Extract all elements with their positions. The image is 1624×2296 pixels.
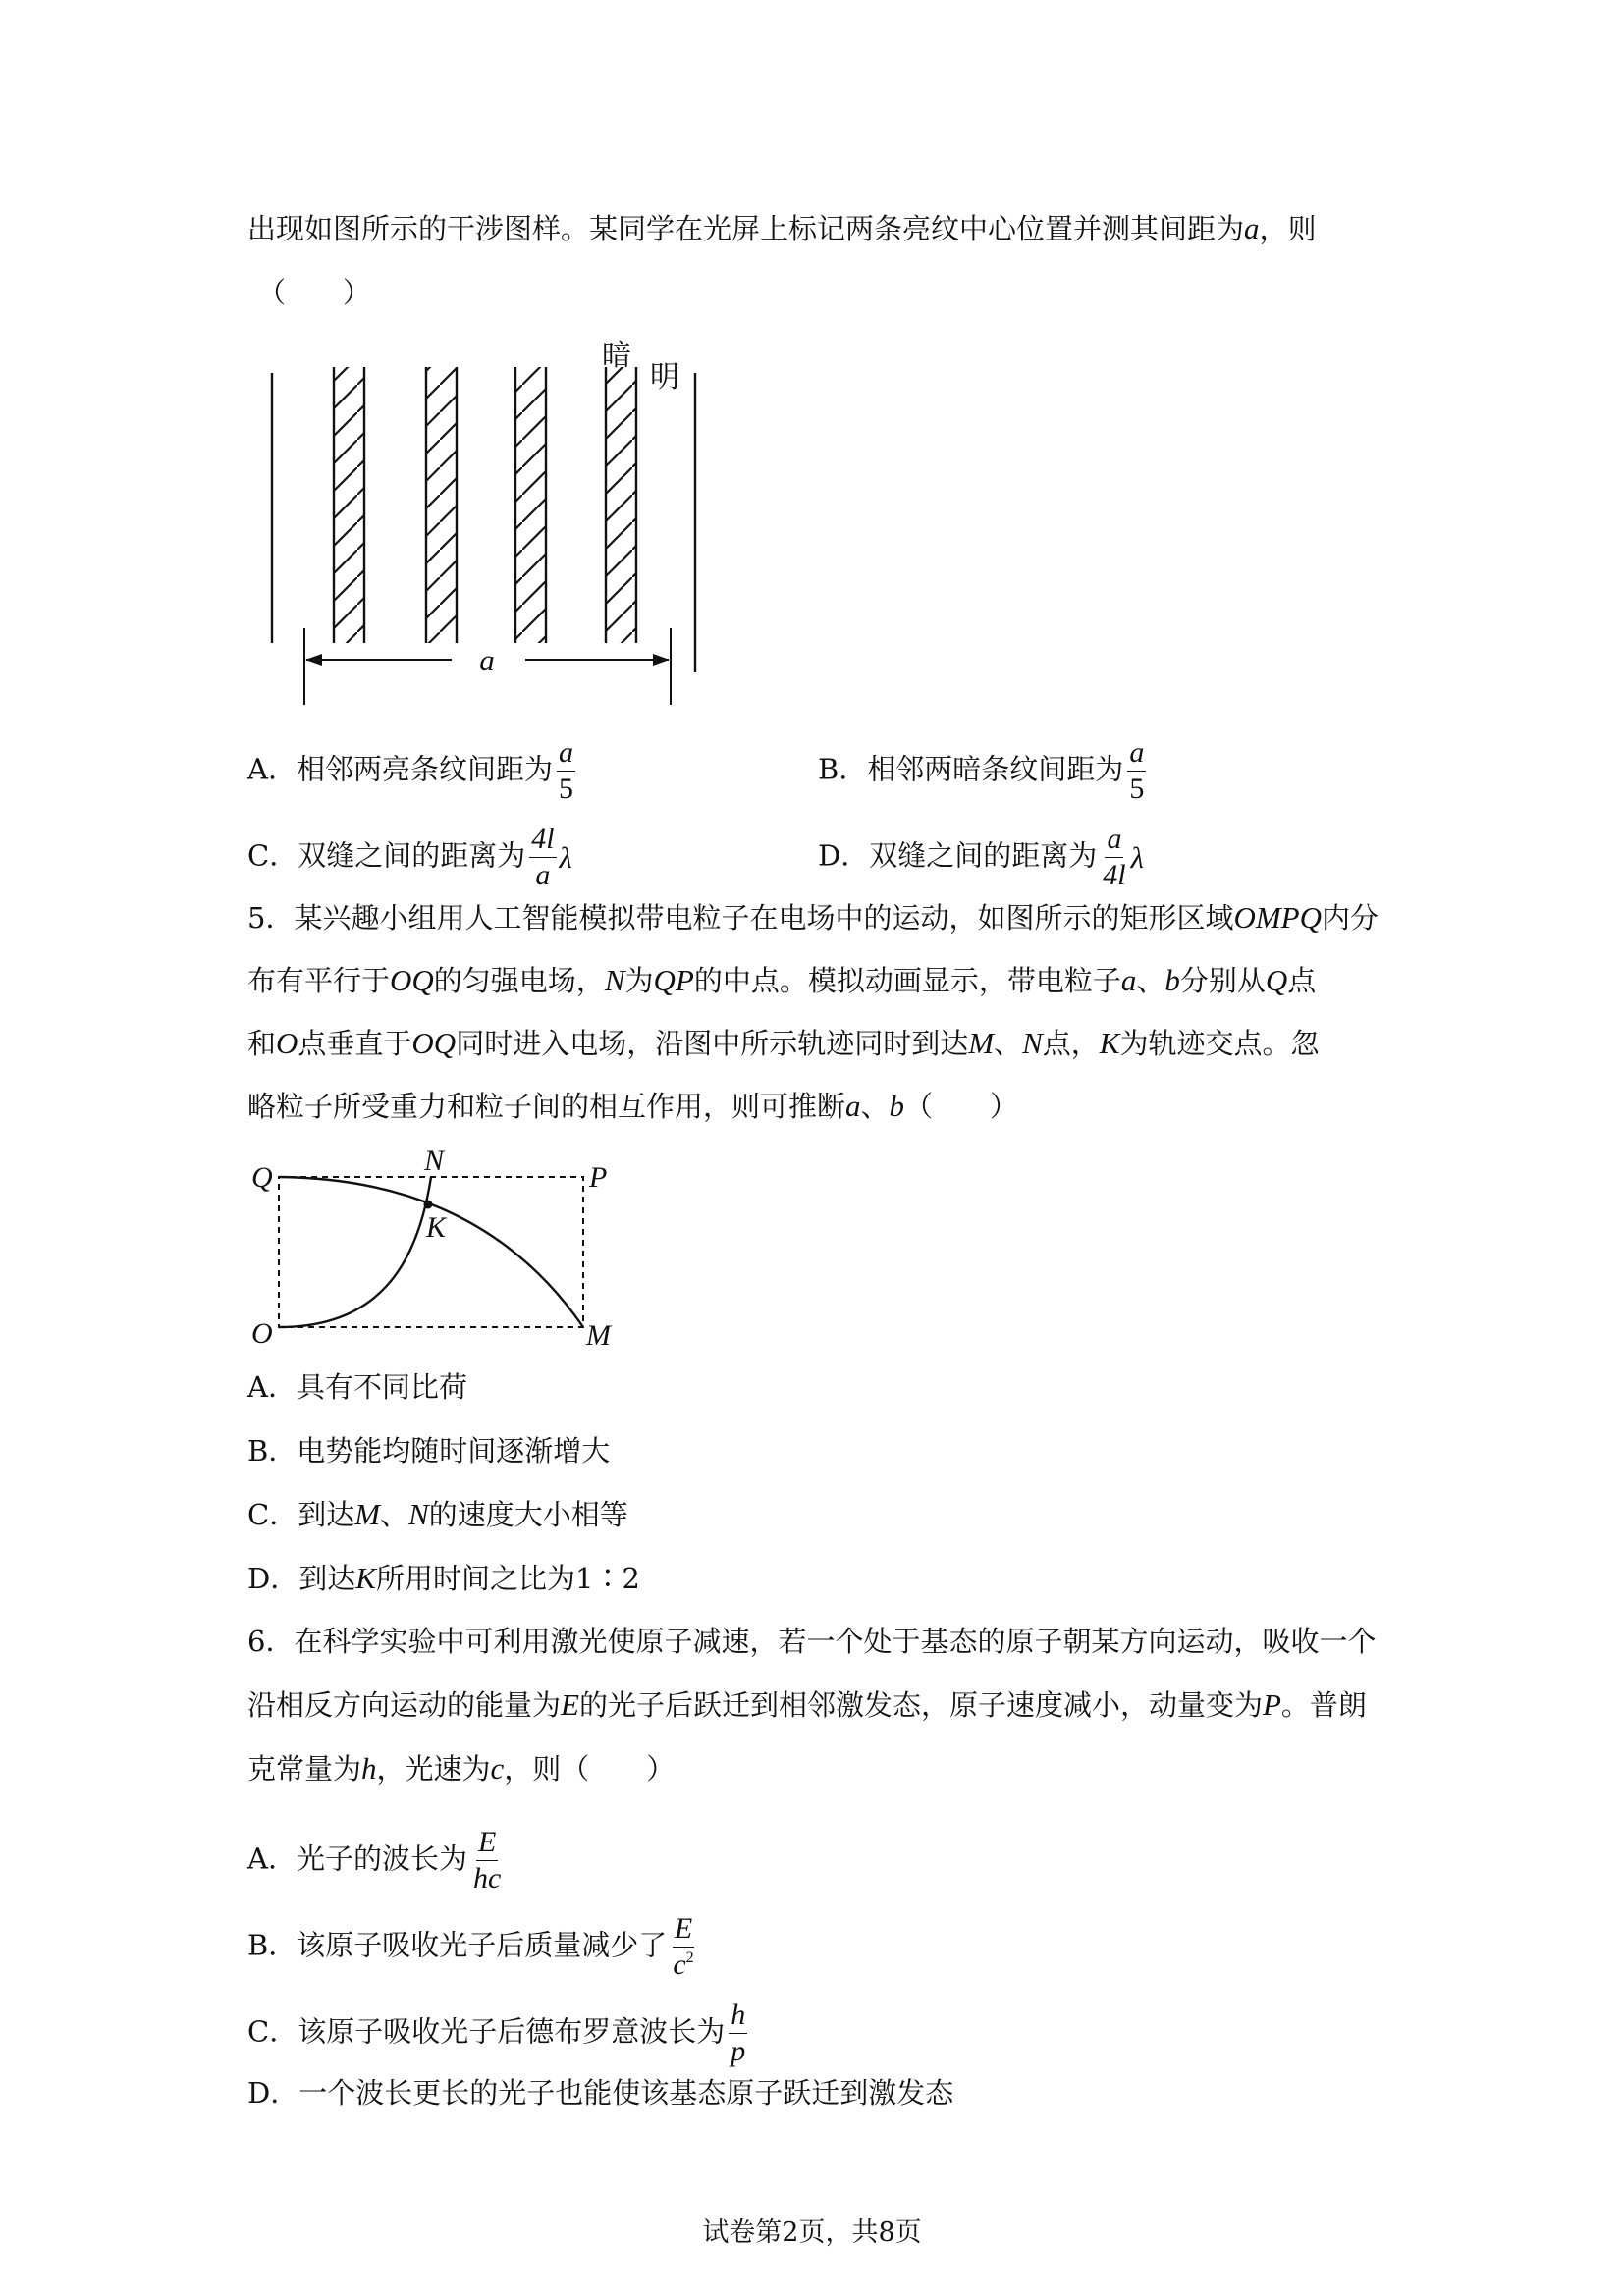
q6-option-a: A．光子的波长为 $\frac{E}{hc}$ [247, 1826, 502, 1895]
q6-stem-line-2: 沿相反方向运动的能量为E的光子后跃迁到相邻激发态，原子速度减小，动量变为P。普朗 [247, 1687, 1367, 1722]
q5-stem-line-2: 布有平行于OQ的匀强电场，N为QP的中点。模拟动画显示，带电粒子a、b分别从Q点 [247, 963, 1317, 997]
dark-fringe-1 [334, 367, 364, 643]
q5-option-b: B．电势能均随时间逐渐增大 [247, 1434, 611, 1468]
q4-answer-blank: （ ） [257, 276, 372, 309]
q4-option-c: C．双缝之间的距离为 $\frac{4l}{a}$ λ [247, 823, 572, 891]
fraction-e-hc: $\frac{E}{hc}$ [472, 1826, 502, 1895]
trajectory-o-to-n [279, 1177, 431, 1327]
q5-option-a: A．具有不同比荷 [247, 1370, 467, 1404]
label-o: O [251, 1317, 273, 1350]
fraction-e-c2: $\frac{E}{c^2}$ [673, 1912, 694, 1981]
q6-option-b: B．该原子吸收光子后质量减少了 $\frac{E}{c^2}$ [247, 1912, 694, 1981]
q6-stem-line-3: 克常量为h，光速为c，则（ ） [247, 1751, 676, 1786]
trajectory-q-to-m [279, 1177, 583, 1327]
label-n: N [424, 1145, 445, 1177]
label-k: K [426, 1211, 447, 1244]
q4-option-d: D．双缝之间的距离为 $\frac{a}{4l}$ λ [818, 823, 1145, 891]
label-q: Q [251, 1161, 273, 1194]
region-rectangle [279, 1177, 583, 1327]
fraction-a-5: $\frac{a}{5}$ [1129, 736, 1145, 805]
electric-field-trajectory-figure [245, 1139, 628, 1355]
q4-stem-line: 出现如图所示的干涉图样。某同学在光屏上标记两条亮纹中心位置并测其间距为a，则 [247, 211, 1317, 245]
label-a: a [479, 643, 495, 677]
interference-pattern-figure [250, 324, 712, 717]
fraction-a-5: $\frac{a}{5}$ [558, 736, 573, 805]
q4-option-b: B．相邻两暗条纹间距为 $\frac{a}{5}$ [818, 736, 1145, 805]
q5-option-d: D．到达K所用时间之比为1∶2 [247, 1561, 640, 1595]
q5-stem-line-1: 5．某兴趣小组用人工智能模拟带电粒子在电场中的运动，如图所示的矩形区域OMPQ内分 [247, 900, 1380, 934]
label-p: P [589, 1161, 608, 1194]
dark-fringe-4 [606, 367, 636, 643]
q6-option-c: C．该原子吸收光子后德布罗意波长为 $\frac{h}{p}$ [247, 1999, 746, 2067]
page-footer: 试卷第2页，共8页 [702, 2217, 922, 2248]
dark-fringe-2 [426, 367, 457, 643]
label-dark: 暗 [602, 339, 631, 373]
q5-stem-line-4: 略粒子所受重力和粒子间的相互作用，则可推断a、b（ ） [247, 1089, 1019, 1123]
var-a: a [1244, 211, 1260, 245]
label-m: M [586, 1319, 611, 1352]
point-k [424, 1201, 433, 1209]
fraction-a-4l: $\frac{a}{4l}$ [1103, 823, 1126, 891]
q5-stem-line-3: 和O点垂直于OQ同时进入电场，沿图中所示轨迹同时到达M、N点，K为轨迹交点。忽 [247, 1026, 1320, 1060]
dark-fringe-3 [515, 367, 546, 643]
fraction-4l-a: $\frac{4l}{a}$ [531, 823, 555, 891]
q6-stem-line-1: 6．在科学实验中可利用激光使原子减速，若一个处于基态的原子朝某方向运动，吸收一个 [247, 1625, 1377, 1658]
fraction-h-p: $\frac{h}{p}$ [731, 1999, 746, 2067]
label-bright: 明 [650, 360, 679, 395]
q5-option-c: C．到达M、N的速度大小相等 [247, 1497, 628, 1531]
q4-option-a: A．相邻两亮条纹间距为 $\frac{a}{5}$ [247, 736, 573, 805]
q6-option-d: D．一个波长更长的光子也能使该基态原子跃迁到激发态 [247, 2076, 954, 2109]
